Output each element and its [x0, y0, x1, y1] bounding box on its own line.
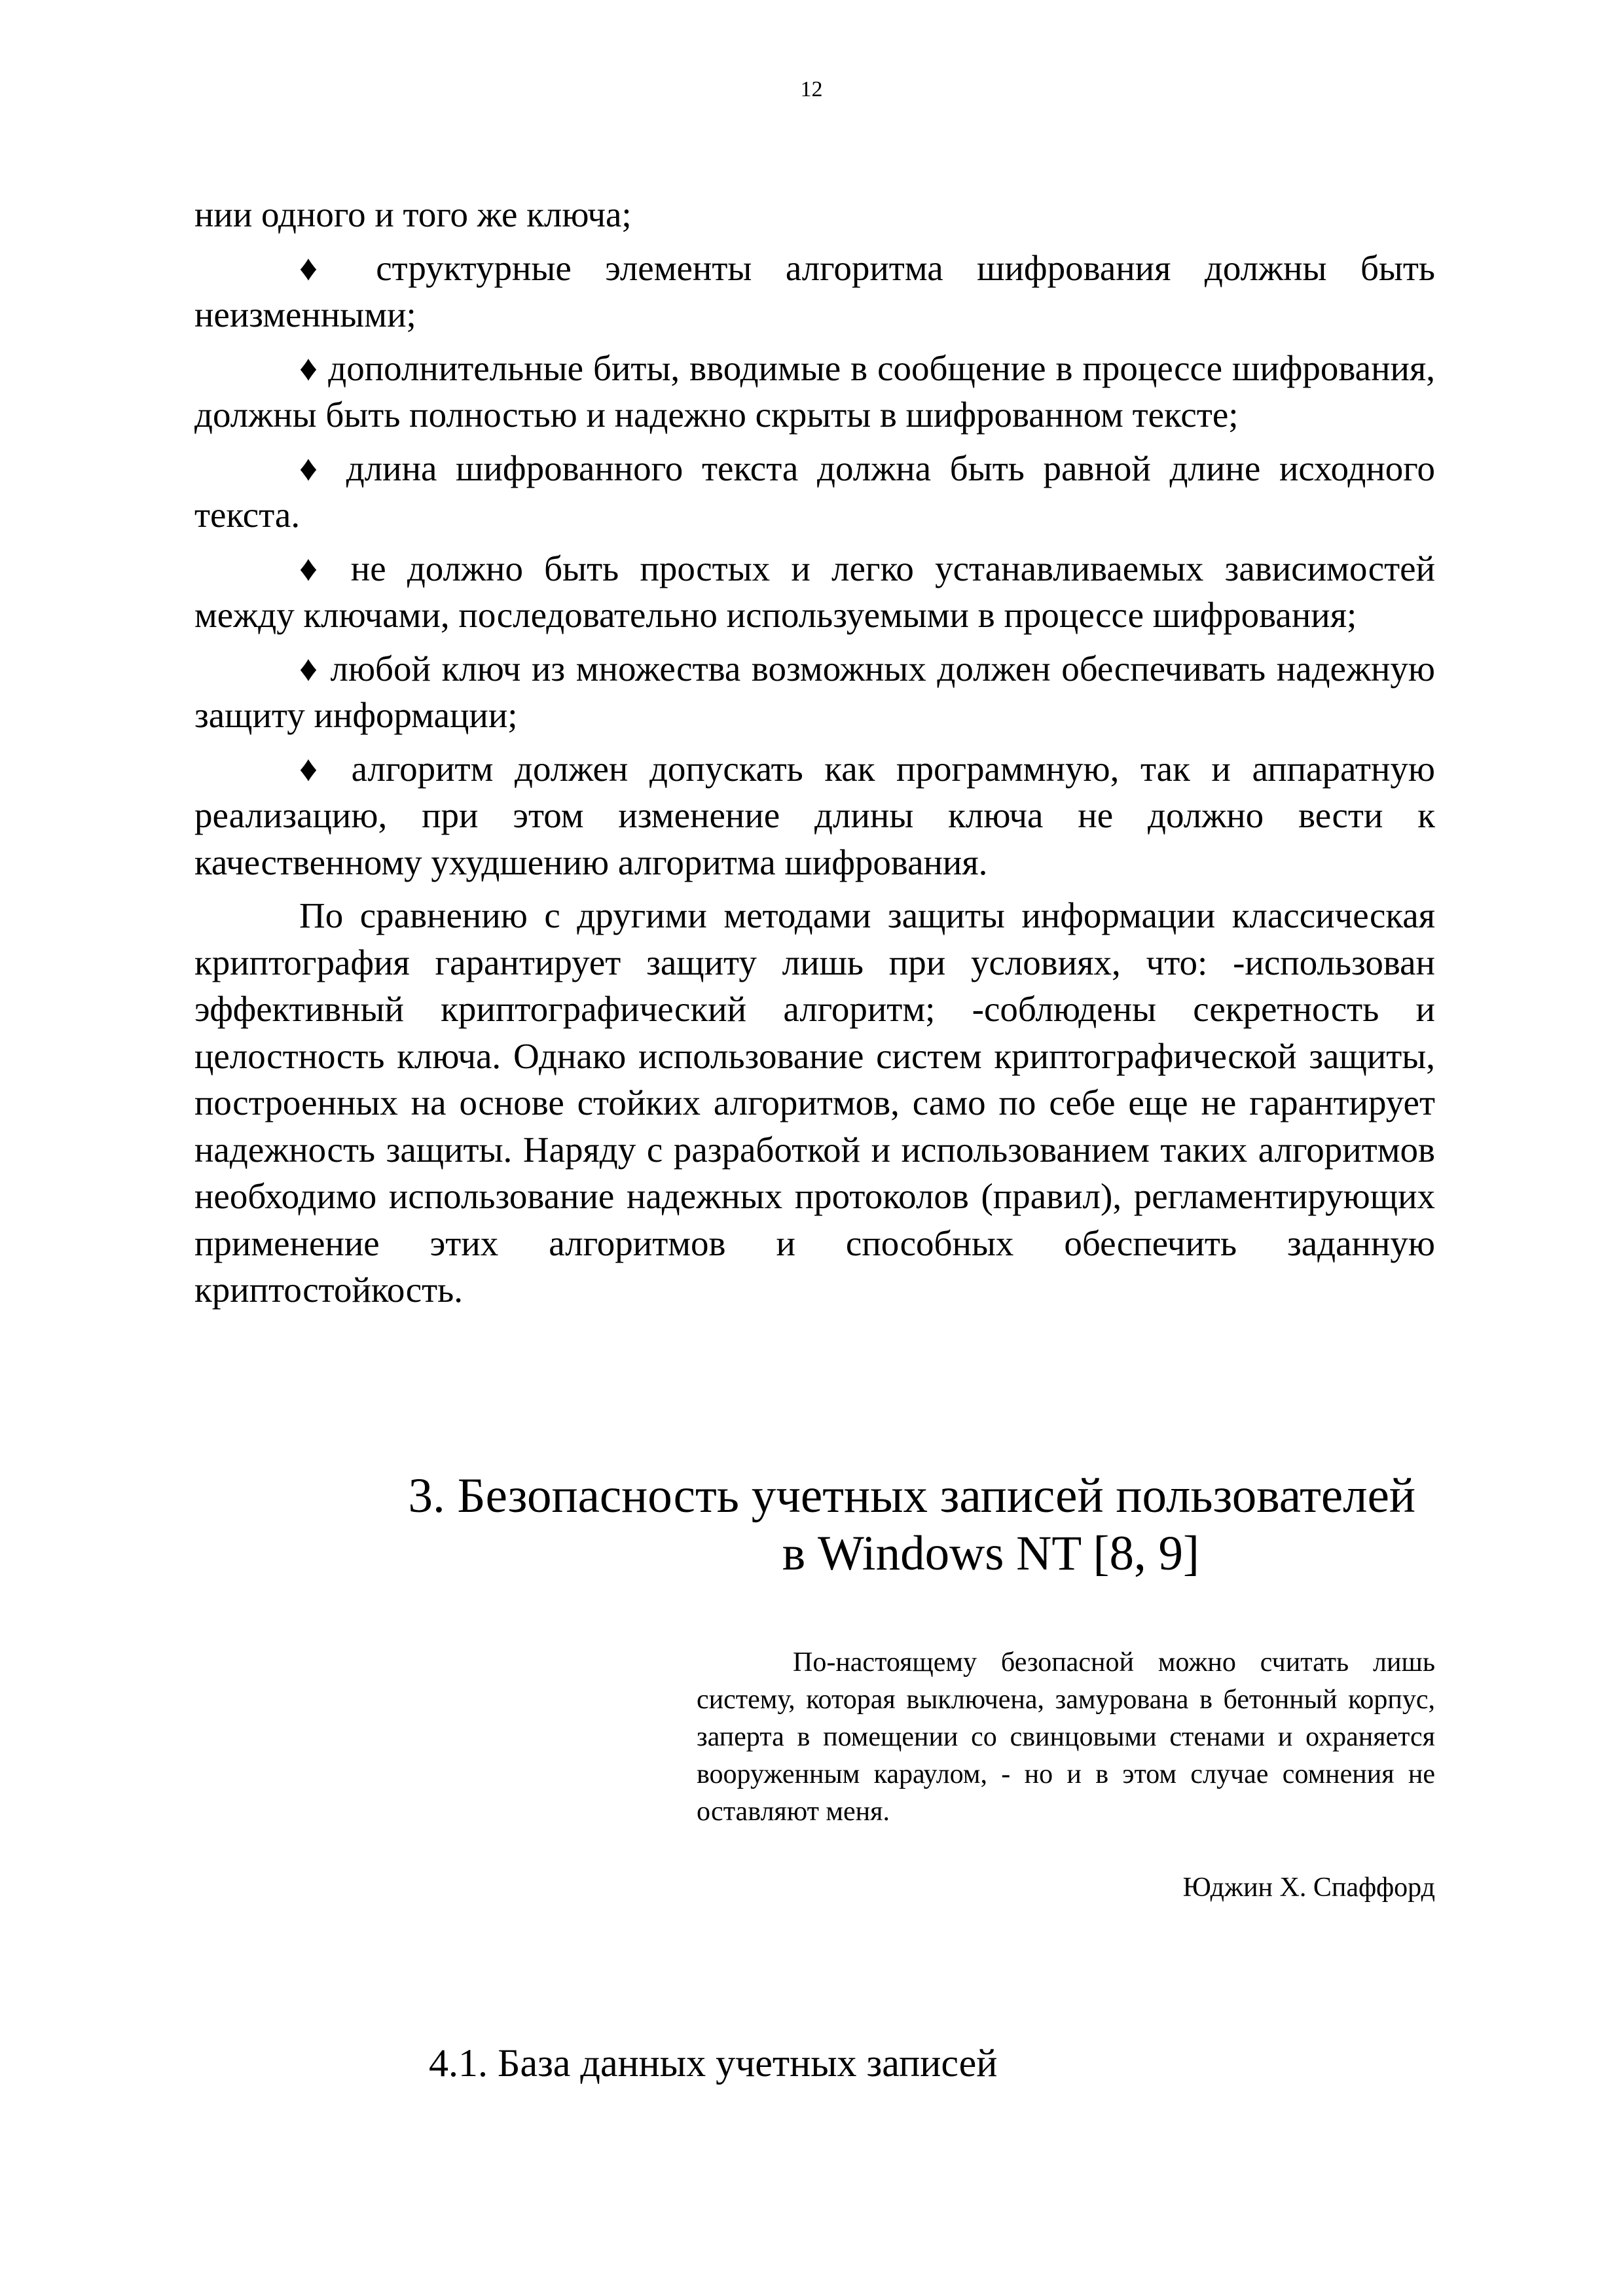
body-text [194, 191, 1435, 1320]
list-item-ciphertext-length: ♦ длина шифрованного текста должна быть равной длине исходного текста. [194, 448, 1435, 535]
epigraph-quote: По-настоящему безопасной можно считать лишь систему, которая выключена, замурована в бетонный корпус, заперта в помещении со свинцовыми стенами и охраняется вооруженным караулом, - но и в этом случае сомнения не оставляют меня. [697, 1647, 1435, 1827]
subsection-title: 4.1. База данных учетных записей [429, 2041, 998, 2085]
list-item-any-key: ♦ любой ключ из множества возможных должен обеспечивать надежную защиту информации; [194, 648, 1435, 735]
page-number: 12 [800, 77, 823, 101]
list-item-additional-bits: ♦ дополнительные биты, вводимые в сообщение в процессе шифрования, должны быть полностью и надежно скрыты в шифрованном тексте; [194, 348, 1435, 435]
section-title [194, 1467, 1435, 1583]
list-item-key-dependencies: ♦ не должно быть простых и легко устанавливаемых зависимостей между ключами, последовательно используемыми в процессе шифрования; [194, 548, 1435, 635]
paragraph-continuation: нии одного и того же ключа; [194, 194, 632, 234]
section-title-line2: в Windows NT [8, 9] [782, 1526, 1199, 1581]
list-item-structural-elements: ♦ структурные элементы алгоритма шифрования должны быть неизменными; [194, 247, 1435, 334]
epigraph-author: Юджин Х. Спаффорд [1182, 1873, 1435, 1903]
paragraph-comparison: По сравнению с другими методами защиты информации классическая криптография гарантирует защиту лишь при условиях, что: -использован эффективный криптографический алгоритм; -соблюдены секретность и целостность ключа. Однако использование систем криптографической защиты, построенных на основе стойких алгоритмов, само по себе еще не гарантирует надежность защиты. Наряду с разработкой и использованием таких алгоритмов необходимо использование надежных протоколов (правил), регламентирующих применение этих алгоритмов и способных обеспечить заданную криптостойкость. [194, 895, 1435, 1310]
list-item-implementation: ♦ алгоритм должен допускать как программную, так и аппаратную реализацию, при этом изменение длины ключа не должно вести к качественному ухудшению алгоритма шифрования. [194, 748, 1435, 882]
section-title-line1: 3. Безопасность учетных записей пользователей [408, 1469, 1415, 1523]
